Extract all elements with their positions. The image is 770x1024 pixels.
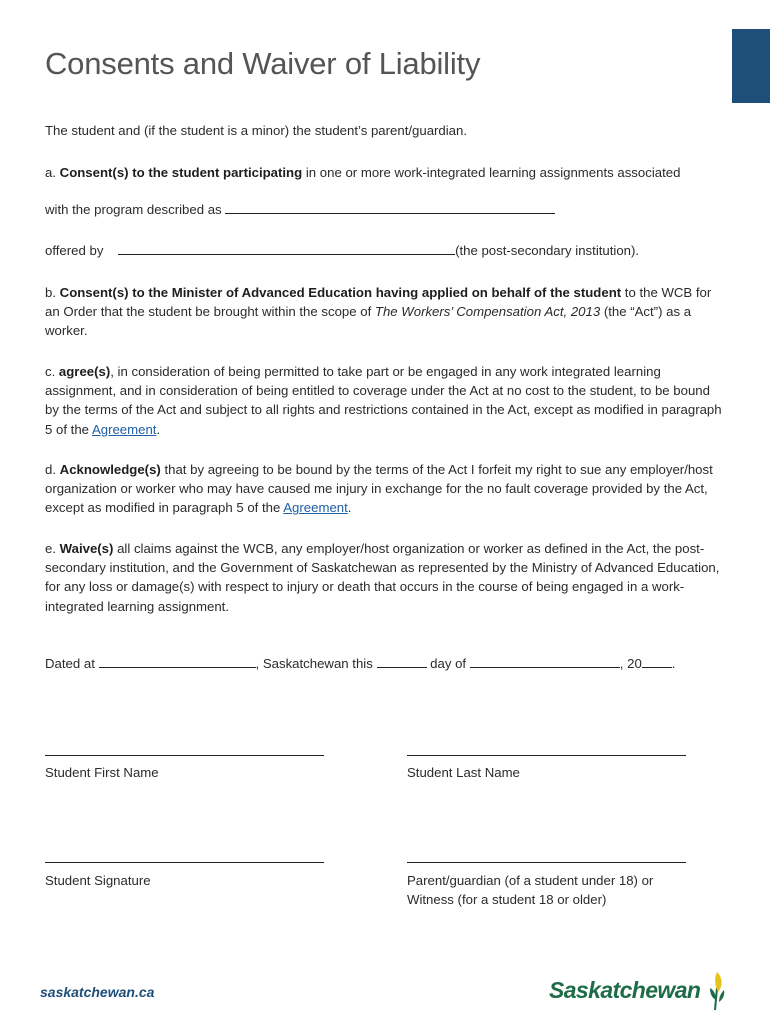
program-row xyxy=(45,200,727,219)
clause-e: e. Waive(s) all claims against the WCB, any employer/host organization or worker as defined in the Act, the post-secondary institution, and the Government of Saskatchewan as represented by the Ministry of Advanced Education, for any loss or damage(s) with respect to injury or death that occurs in the course of being engaged in a work-integrated learning assignment. xyxy=(45,541,720,614)
dated-label: Dated at xyxy=(45,656,95,671)
page-title: Consents and Waiver of Liability xyxy=(45,46,481,81)
intro-text: The student and (if the student is a minor) the student’s parent/guardian. xyxy=(45,123,468,138)
first-name-label: Student First Name xyxy=(45,765,159,780)
institution-suffix: (the post-secondary institution). xyxy=(455,243,640,258)
dated-row: Dated at , Saskatchewan this day of , 20 . xyxy=(45,656,676,671)
clause-d: d. Acknowledge(s) that by agreeing to be bound by the terms of the Act I forfeit my right to sue any employer/host organization or worker who may have caused me injury in exchange for the no fault coverage provided by the Act, except as modified in paragraph 5 of the Agreement. xyxy=(45,462,713,516)
clause-c: c. agree(s), in consideration of being permitted to take part or be engaged in any work integrated learning assignment, and in consideration of being entitled to coverage under the Act at no cost to the student, to be bound by the terms of the Act and subject to all rights and restrictions contained in the Act, except as modified in paragraph 5 of the Agreement. xyxy=(45,364,722,437)
institution-field[interactable] xyxy=(118,241,455,255)
clause-b: b. Consent(s) to the Minister of Advanced Education having applied on behalf of the student to the WCB for an Order that the student be brought within the scope of The Workers’ Compensation Act, 2013 (the “Act”) as a worker. xyxy=(45,285,712,339)
offered-label: offered by xyxy=(45,243,104,258)
last-name-label: Student Last Name xyxy=(407,765,520,780)
first-name-line[interactable] xyxy=(45,755,324,756)
student-signature-label: Student Signature xyxy=(45,873,151,888)
saskatchewan-logo xyxy=(549,968,729,1012)
footer-url[interactable]: saskatchewan.ca xyxy=(40,984,155,1000)
program-label: with the program described as xyxy=(45,202,222,217)
header-accent-tab xyxy=(732,29,770,103)
dated-year-field[interactable] xyxy=(642,654,672,668)
agreement-link-d[interactable]: Agreement xyxy=(283,500,348,516)
clause-a: a. Consent(s) to the student participating in one or more work-integrated learning assignments associated xyxy=(45,165,681,180)
logo-wordmark: Saskatchewan xyxy=(549,977,701,1003)
program-field[interactable] xyxy=(225,200,555,214)
wheat-icon xyxy=(703,968,729,1012)
dated-month-field[interactable] xyxy=(470,654,620,668)
guardian-label-line1: Parent/guardian (of a student under 18) or xyxy=(407,873,654,888)
agreement-link-c[interactable]: Agreement xyxy=(91,421,157,437)
offered-row xyxy=(45,241,727,260)
student-signature-line[interactable] xyxy=(45,862,324,863)
guardian-label-line2: Witness (for a student 18 or older) xyxy=(407,892,607,907)
last-name-line[interactable] xyxy=(407,755,686,756)
guardian-signature-line[interactable] xyxy=(407,862,686,863)
dated-place-field[interactable] xyxy=(99,654,256,668)
dated-day-field[interactable] xyxy=(377,654,427,668)
